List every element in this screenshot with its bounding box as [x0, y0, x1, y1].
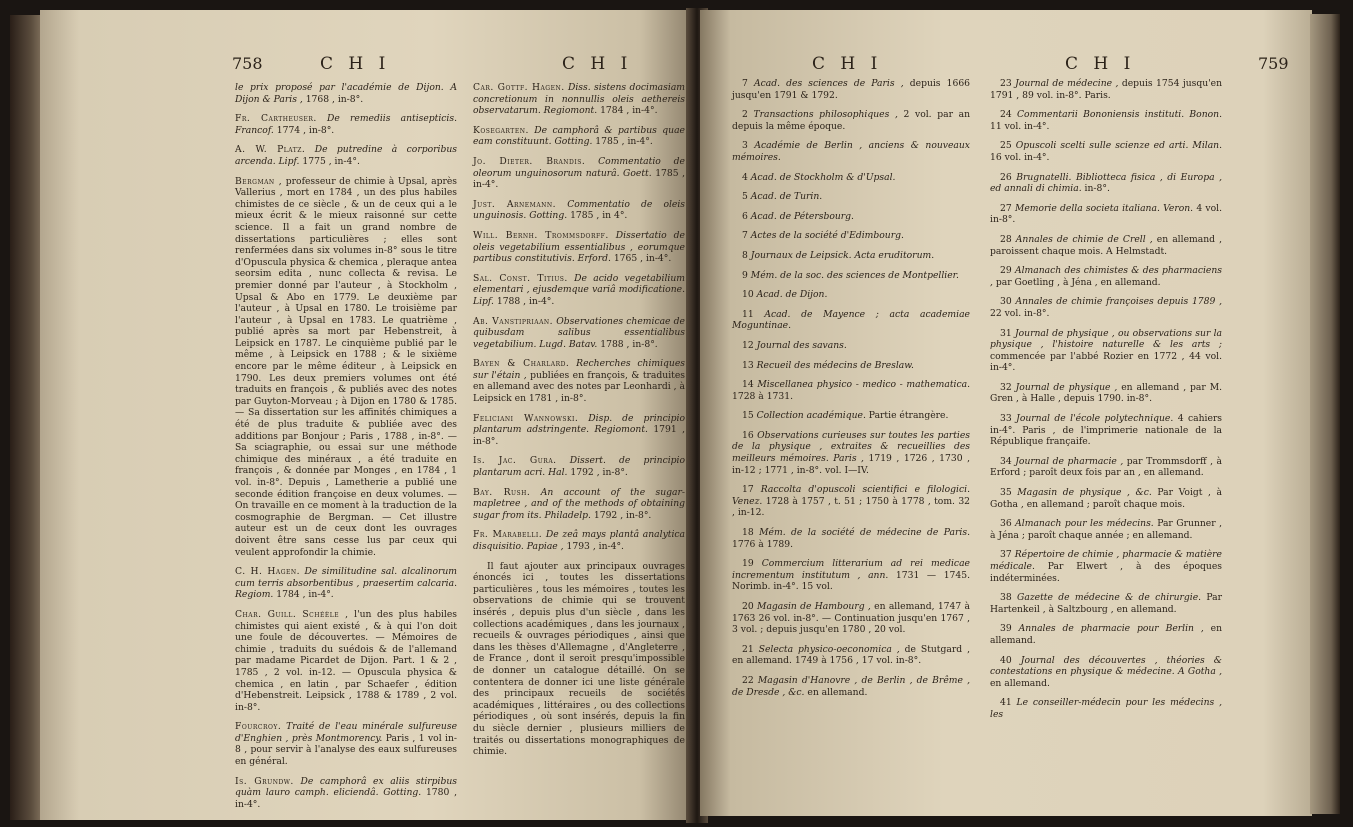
running-header-right-col2: C H I	[1065, 54, 1136, 74]
bibliography-entry	[473, 82, 685, 117]
entry-number: 40	[1000, 654, 1012, 666]
bibliography-entry	[473, 125, 685, 148]
numbered-entry	[732, 309, 970, 332]
entry-number: 19	[742, 558, 754, 570]
entry-details: 1792 , in-8°.	[570, 467, 628, 479]
entry-title: Commentatio de oleis unguinosis. Gotting.	[473, 198, 685, 222]
running-header-left-col2: C H I	[562, 54, 633, 74]
entry-title: Magasin d'Hanovre , de Berlin , de Brême , de Dresde , &c.	[732, 674, 971, 698]
entry-number: 36	[1000, 518, 1012, 530]
bibliography-entry	[473, 199, 685, 222]
entry-number: 20	[742, 601, 754, 612]
entry-number: 33	[1000, 413, 1012, 425]
entry-number: 15	[742, 410, 754, 422]
entry-author: Sal. Const. Titius.	[473, 272, 568, 284]
entry-title: Gazette de médecine & de chirurgie.	[1017, 592, 1202, 604]
entry-details: 1785 , in-4°.	[473, 167, 685, 191]
bibliography-entry	[473, 156, 685, 191]
entry-author: A. W. Platz.	[235, 144, 306, 156]
entry-details: 1775 , in-4°.	[302, 155, 360, 167]
numbered-entry	[990, 623, 1222, 646]
entry-number: 5	[742, 191, 748, 203]
entry-details: Par Voigt , à Gotha , en allemand ; paroît chaque mois.	[990, 487, 1223, 510]
entry-author: Is. Jac. Gura.	[473, 455, 557, 467]
entry-title: Observationes chemicae de quibusdam salibus essentialibus vegetabilium. Lugd. Batav.	[473, 315, 685, 350]
right-page-column-1	[732, 78, 970, 706]
entry-title: Annales de chimie françoises depuis 1789 ,	[1015, 296, 1222, 308]
numbered-entry	[732, 172, 970, 184]
numbered-entry	[732, 270, 970, 282]
entry-title: Journal de médecine ,	[1015, 78, 1119, 89]
bibliography-entry	[473, 230, 685, 265]
numbered-entry	[990, 140, 1222, 163]
entry-author: Fr. Marabelli.	[473, 529, 543, 541]
entry-details: par Trommsdorff , à Erford ; paroît deux fois par an , en allemand.	[990, 455, 1223, 479]
entry-details: en allemand.	[990, 623, 1223, 646]
numbered-entry	[732, 675, 970, 698]
bibliography-entry	[473, 273, 685, 308]
entry-number: 29	[1000, 265, 1012, 277]
entry-title: Collection académique.	[756, 410, 866, 422]
entry-number: 25	[1000, 140, 1012, 152]
entry-author: Char. Guill. Schéèle ,	[235, 608, 349, 620]
entry-details: 22 vol. in-8°.	[990, 307, 1050, 319]
entry-details: in-8°.	[1084, 183, 1110, 195]
closing-paragraph: Il faut ajouter aux principaux ouvrages énoncés ici , toutes les dissertations particulières , tous les mémoires , toutes les observations de chimie qui se trouvent insérés , depuis plus d'un siècle , dans les collections académiques , dans les journaux , recueils & ouvrages périodiques , ainsi que dans les thèses d'Allemagne , d'Angleterre , de France , dont il seroit presqu'impossible de donner un catalogue détaillé. On se contentera de donner ici une liste générale des principaux recueils de sociétés académiques , littéraires , ou des collections périodiques , où sont insérés, depuis la fin du siècle dernier , plusieurs milliers de traités ou dissertations monographiques de chimie.	[473, 560, 685, 758]
entry-title: Recherches chimiques sur l'étain ,	[473, 358, 686, 381]
entry-number: 13	[742, 359, 754, 371]
entry-details: 1788 , in-4°.	[496, 295, 555, 307]
left-page	[40, 10, 692, 820]
entry-number: 22	[742, 674, 754, 686]
entry-details: 1728 à 1731.	[732, 390, 794, 402]
entry-details: en allemand.	[807, 686, 868, 698]
entry-title: De zeâ mays plantâ analytica disquisitio. Papiae ,	[473, 529, 686, 552]
entry-details: 4 cahiers in-4°. Paris , de l'imprimerie nationale de la République françaife.	[990, 413, 1223, 448]
entry-details: depuis 1754 jusqu'en 1791 , 89 vol. in-8°. Paris.	[990, 78, 1223, 101]
entry-details: 2 vol. par an depuis la même époque.	[732, 109, 971, 132]
entry-title: Selecta physico-oeconomica ,	[758, 643, 900, 655]
entry-details: 4 vol. in-8°.	[990, 202, 1222, 226]
entry-details: 1784 , in-4°.	[276, 589, 334, 601]
entry-number: 9	[742, 269, 748, 281]
numbered-entry	[732, 211, 970, 223]
entry-title: Miscellanea physico - medico - mathematica.	[757, 379, 970, 391]
entry-number: 16	[742, 429, 754, 441]
numbered-entry	[990, 172, 1222, 195]
numbered-entry	[732, 289, 970, 301]
numbered-entry	[990, 456, 1222, 479]
entry-title: Acad. de Stockholm & d'Upsal.	[750, 171, 896, 183]
entry-title: De camphorâ ex aliis stirpibus quàm lauro camph. eliciendâ. Gotting.	[235, 775, 457, 799]
entry-title: Commentatio de oleorum unguinosorum naturâ. Goett.	[473, 155, 685, 179]
entry-number: 2	[742, 109, 748, 121]
bibliography-entry	[473, 529, 685, 552]
entry-number: 32	[1000, 381, 1012, 393]
entry-title: De acido vegetabilium elementari , ejusdemque variâ modificatione. Lipf.	[473, 272, 685, 307]
numbered-entry	[990, 382, 1222, 405]
entry-details: 1774 , in-8°.	[276, 124, 335, 136]
running-header-left-col1: C H I	[320, 54, 391, 74]
page-number-right: 759	[1258, 54, 1289, 73]
entry-details: publiées en françois, & traduites en allemand avec des notes par Leonhardi , à Leipsick en 1781 , in-8°.	[473, 369, 685, 405]
entry-author: Car. Gottf. Hagen.	[473, 82, 565, 93]
entry-number: 11	[742, 308, 754, 320]
entry-details: 1731 — 1745. Norimb. in-4°. 15 vol.	[732, 569, 970, 593]
entry-details: 16 vol. in-4°.	[990, 151, 1050, 163]
entry-details: 1719 , 1726 , 1730 , in-12 ; 1771 , in-8°. vol. I—IV.	[732, 453, 971, 476]
entry-number: 41	[1000, 697, 1012, 709]
entry-title: Mém. de la soc. des sciences de Montpellier.	[750, 269, 959, 281]
entry-details: Par Elwert , à des époques indéterminées.	[990, 561, 1222, 584]
entry-details: 11 vol. in-4°.	[990, 120, 1050, 132]
numbered-entry	[732, 109, 970, 132]
entry-author: Kosegarten.	[473, 124, 529, 136]
entry-details: en allemand.	[990, 677, 1050, 689]
bibliography-entry	[235, 176, 457, 559]
numbered-entry	[732, 527, 970, 550]
right-page	[700, 10, 1312, 816]
bibliography-entry	[473, 487, 685, 522]
entry-title: Acad. de Mayence ; acta academiae Moguntinae.	[732, 308, 970, 332]
entry-details: 1784 , in-4°.	[600, 105, 658, 117]
entry-details: depuis 1666 jusqu'en 1791 & 1792.	[732, 78, 971, 101]
numbered-entry	[732, 601, 970, 636]
bibliography-entry	[235, 82, 457, 105]
entry-number: 14	[742, 379, 754, 391]
entry-author: Will. Bernh. Trommsdorff.	[473, 229, 609, 241]
entry-number: 17	[742, 484, 754, 496]
entry-title: Acad. des sciences de Paris ,	[753, 78, 904, 89]
numbered-entry	[990, 697, 1222, 720]
entry-number: 23	[1000, 78, 1012, 89]
entry-number: 34	[1000, 455, 1012, 467]
right-page-column-2	[990, 78, 1222, 729]
left-page-column-1	[235, 82, 457, 818]
numbered-entry	[732, 430, 970, 476]
entry-number: 31	[1000, 327, 1012, 339]
entry-title: Diss. sistens docimasiam concretionum in nonnullis oleis aethereis observatarum. Regiomont.	[473, 82, 686, 117]
entry-title: De putredine à corporibus arcenda. Lipf.	[235, 144, 457, 167]
numbered-entry	[732, 379, 970, 402]
entry-number: 8	[742, 249, 748, 261]
entry-title: De camphorâ & partibus quae eam constituunt. Gotting.	[473, 124, 685, 148]
bibliography-entry	[235, 113, 457, 136]
entry-title: Actes de la société d'Edimbourg.	[750, 230, 904, 242]
numbered-entry	[990, 234, 1222, 257]
entry-title: Annales de chimie de Crell ,	[1015, 233, 1153, 245]
entry-number: 37	[1000, 549, 1012, 561]
entry-title: Observations curieuses sur toutes les parties de la physique , extraites & recueillies des meilleurs mémoires. Paris ,	[732, 429, 970, 465]
entry-details: 1780 , in-4°.	[235, 787, 457, 810]
entry-details: 1793 , in-4°.	[566, 541, 624, 552]
entry-details: 1776 à 1789.	[732, 538, 794, 550]
entry-author: Ab. Vanstipriaan.	[473, 315, 554, 327]
entry-details: en allemand , par M. Gren , à Halle , depuis 1790. in-8°.	[990, 381, 1223, 405]
entry-number: 4	[742, 171, 748, 183]
entry-title: Journal de pharmacie ,	[1015, 455, 1124, 467]
entry-title: Acad. de Dijon.	[756, 289, 828, 301]
entry-details: commencée par l'abbé Rozier en 1772 , 44 vol. in-4°.	[990, 350, 1222, 374]
entry-title: le prix proposé par l'académie de Dijon. A Dijon & Paris ,	[235, 82, 457, 105]
entry-details: 1728 à 1757 , t. 51 ; 1750 à 1778 , tom. 32 , in-12.	[732, 495, 971, 519]
numbered-entry	[732, 360, 970, 372]
entry-title: Commercium litterarium ad rei medicae incrementum institutum , ann.	[732, 558, 970, 581]
numbered-entry	[732, 140, 970, 163]
entry-details: 1788 , in-8°.	[600, 338, 658, 350]
entry-details: de Stutgard , en allemand. 1749 à 1756 , 17 vol. in-8°.	[732, 643, 970, 667]
entry-number: 35	[1000, 487, 1012, 499]
entry-details: 1792 , in-8°.	[593, 509, 652, 521]
entry-title: Dissert. de principio plantarum acri. Hal.	[473, 455, 686, 479]
page-number-left: 758	[232, 54, 263, 73]
entry-title: De remediis antisepticis. Francof.	[235, 113, 458, 136]
entry-number: 6	[742, 210, 748, 222]
numbered-entry	[732, 340, 970, 352]
entry-number: 27	[1000, 202, 1012, 214]
entry-title: Magasin de physique , &c.	[1017, 487, 1152, 499]
entry-author: Just. Arnemann.	[473, 198, 557, 210]
entry-author: Jo. Dieter. Brandis.	[473, 155, 586, 167]
numbered-entry	[732, 191, 970, 203]
numbered-entry	[990, 78, 1222, 101]
bibliography-entry	[473, 358, 685, 404]
numbered-entry	[732, 78, 970, 101]
entry-number: 30	[1000, 296, 1012, 308]
entry-title: Memorie della societa italiana. Veron.	[1014, 202, 1194, 214]
bibliography-entry	[235, 609, 457, 713]
entry-details: par Goetling , à Jéna , en allemand.	[995, 276, 1161, 288]
numbered-entry	[990, 518, 1222, 541]
bibliography-entry	[235, 566, 457, 601]
numbered-entry	[732, 230, 970, 242]
entry-author: Fourcroy.	[235, 721, 282, 733]
entry-title: Opuscoli scelti sulle scienze ed arti. Milan.	[1015, 140, 1223, 152]
entry-number: 38	[1000, 592, 1012, 604]
entry-number: 28	[1000, 233, 1012, 245]
entry-number: 7	[742, 230, 748, 242]
numbered-entry	[990, 549, 1222, 584]
numbered-entry	[732, 410, 970, 422]
bibliography-entry	[235, 144, 457, 167]
entry-number: 24	[1000, 109, 1012, 121]
entry-number: 26	[1000, 171, 1012, 183]
entry-title: Acad. de Turin.	[750, 191, 823, 203]
entry-details: 1791 , in-8°.	[473, 424, 685, 447]
entry-details: professeur de chimie à Upsal, après Vallerius , mort en 1784 , un des plus habiles chimistes de ce siècle , & un de ceux qui a le mieux écrit & le mieux raisonné sur cette science. Il a fait un grand nombre de dissertations particulières ; elles sont renfermées dans six volumes in-8° sous le titre d'Opuscula physica & chemica , pleraque antea seorsim edita , nunc collecta & revisa. Le premier donné par l'auteur , à Stockholm , Upsal & Abo en 1779. Le deuxième par l'auteur , à Upsal en 1780. Le troisième par l'auteur , à Upsal en 1783. Le quatrième , publié après sa mort par Hebenstreit, à Leipsick en 1787. Le cinquième publié par le même , à Leipsick en 1788 ; & le sixième encore par le même éditeur , à Leipsick en 1790. Les deux premiers volumes ont été traduits en françois , & publiés avec des notes par Guyton-Morveau ; à Dijon en 1780 & 1785. — Sa dissertation sur les affinités chimiques a été de plus traduite & publiée avec des additions par Bonjour ; Paris , 1788 , in-8°. — Sa sciagraphie, ou essai sur une méthode chimique des minéraux , a été traduite en françois , & donnée par Monges , en 1784 , 1 vol. in-8°. Depuis , Lametherie a publié une seconde édition françoise en deux volumes. — On travaille en ce moment à la traduction de la cosmographie de Bergman. — Cet illustre auteur est un de ceux dont les ouvrages doivent être sans cesse lus par ceux qui veulent approfondir la chimie.	[235, 175, 458, 558]
entry-title: De similitudine sal. alcalinorum cum terris absorbentibus , praesertim calcaria. Regiom.	[235, 566, 458, 601]
entry-title: Journal de l'école polytechnique.	[1016, 413, 1174, 425]
entry-details: 1785 , in 4°.	[570, 210, 628, 222]
entry-title: Recueil des médecins de Breslaw.	[756, 359, 914, 371]
numbered-entry	[732, 484, 970, 519]
entry-number: 21	[742, 643, 754, 655]
numbered-entry	[990, 413, 1222, 448]
bibliography-entry	[473, 316, 685, 351]
entry-title: Académie de Berlin , anciens & nouveaux mémoires.	[732, 140, 970, 163]
entry-details: en allemand, 1747 à 1763 26 vol. in-8°. — Continuation jusqu'en 1767 , 3 vol. ; depuis jusqu'en 1780 , 20 vol.	[732, 601, 971, 636]
entry-title: Acad. de Pétersbourg.	[750, 210, 854, 222]
entry-details: en allemand , paroissent chaque mois. A Helmstadt.	[990, 233, 1222, 257]
entry-title: An account of the sugar-mapletree , and of the methods of obtaining sugar from its. Philadelp.	[473, 486, 685, 521]
entry-details: 1785 , in-4°.	[595, 136, 653, 148]
entry-number: 7	[742, 78, 748, 89]
entry-title: Journal de physique , ou observations sur la physique , l'histoire naturelle & les arts ;	[990, 327, 1223, 351]
left-page-column-2	[473, 82, 685, 766]
numbered-entry	[990, 655, 1222, 690]
entry-number: 39	[1000, 623, 1012, 635]
entry-author: Is. Grundw.	[235, 775, 294, 787]
entry-author: Bay. Rush.	[473, 486, 531, 498]
entry-title: Almanach pour les médecins.	[1015, 518, 1154, 530]
entry-title: Disp. de principio plantarum adstringente. Regiomont.	[473, 412, 686, 436]
numbered-entry	[990, 487, 1222, 510]
book-edge-right	[1310, 14, 1340, 814]
entry-title: Transactions philosophiques ,	[753, 109, 898, 121]
entry-title: Almanach des chimistes & des pharmaciens ,	[990, 265, 1223, 288]
bibliography-entry	[235, 776, 457, 811]
entry-details: Partie étrangère.	[868, 410, 949, 422]
entry-title: Magasin de Hambourg ,	[757, 601, 871, 612]
entry-title: Mém. de la société de médecine de Paris.	[759, 527, 971, 539]
entry-title: Annales de pharmacie pour Berlin ,	[1018, 623, 1204, 635]
numbered-entry	[732, 644, 970, 667]
entry-title: Journal des savans.	[756, 339, 847, 351]
entry-author: Bergman ,	[235, 175, 283, 187]
entry-title: Journaux de Leipsick. Acta eruditorum.	[750, 249, 935, 261]
numbered-entry	[990, 203, 1222, 226]
entry-title: Journal des découvertes , théories & contestations en physique & médecine. A Gotha ,	[990, 654, 1222, 678]
entry-title: Commentarii Bononiensis instituti. Bonon.	[1017, 109, 1223, 121]
bibliography-entry	[235, 721, 457, 767]
numbered-entry	[732, 558, 970, 593]
entry-title: Le conseiller-médecin pour les médecins , les	[990, 697, 1222, 720]
numbered-entry	[732, 250, 970, 262]
entry-details: 1768 , in-8°.	[305, 93, 364, 105]
running-header-right-col1: C H I	[812, 54, 883, 74]
entry-author: Feliciani Wannowski.	[473, 412, 579, 424]
entry-title: Traité de l'eau minérale sulfureuse d'Enghien , près Montmorency.	[235, 721, 458, 744]
numbered-entry	[990, 109, 1222, 132]
entry-number: 12	[742, 339, 754, 351]
entry-number: 3	[742, 140, 748, 152]
entry-number: 10	[742, 289, 754, 301]
entry-title: Journal de physique ,	[1015, 381, 1118, 393]
entry-number: 18	[742, 527, 754, 539]
numbered-entry	[990, 265, 1222, 288]
entry-title: Raccolta d'opuscoli scientifici e filologici. Venez.	[732, 484, 970, 507]
bibliography-entry	[473, 455, 685, 478]
numbered-entry	[990, 328, 1222, 374]
entry-title: Brugnatelli. Bibliotteca fisica , di Europa , ed annali di chimia.	[990, 171, 1222, 195]
entry-details: Par Hartenkeil , à Saltzbourg , en allemand.	[990, 592, 1223, 615]
entry-author: Fr. Cartheuser.	[235, 113, 317, 125]
entry-author: Bayen & Charlard.	[473, 358, 570, 370]
entry-title: Répertoire de chimie , pharmacie & matière médicale.	[990, 549, 1222, 572]
entry-details: Par Grunner , à Jéna ; paroît chaque année ; en allemand.	[990, 518, 1222, 541]
entry-details: Paris , 1 vol in-8 , pour servir à l'analyse des eaux sulfureuses en général.	[235, 732, 457, 768]
entry-details: 1765 , in-4°.	[613, 253, 672, 265]
entry-title: Dissertatio de oleis vegetabilium essentialibus , eorumque partibus constitutivis. Erford.	[473, 229, 685, 265]
numbered-entry	[990, 592, 1222, 615]
bibliography-entry	[473, 413, 685, 448]
entry-author: C. H. Hagen.	[235, 566, 301, 578]
entry-details: l'un des plus habiles chimistes qui aient existé , & à qui l'on doit une foule de découvertes. — Mémoires de chimie , traduits du suédois & de l'allemand par madame Picardet de Dijon. Part. 1 & 2 , 1785 , 2 vol. in-12. — Opuscula physica & chemica , en latin , par Schaefer , édition d'Hebenstreit. Leipsick , 1788 & 1789 , 2 vol. in-8°.	[235, 608, 457, 713]
numbered-entry	[990, 296, 1222, 319]
